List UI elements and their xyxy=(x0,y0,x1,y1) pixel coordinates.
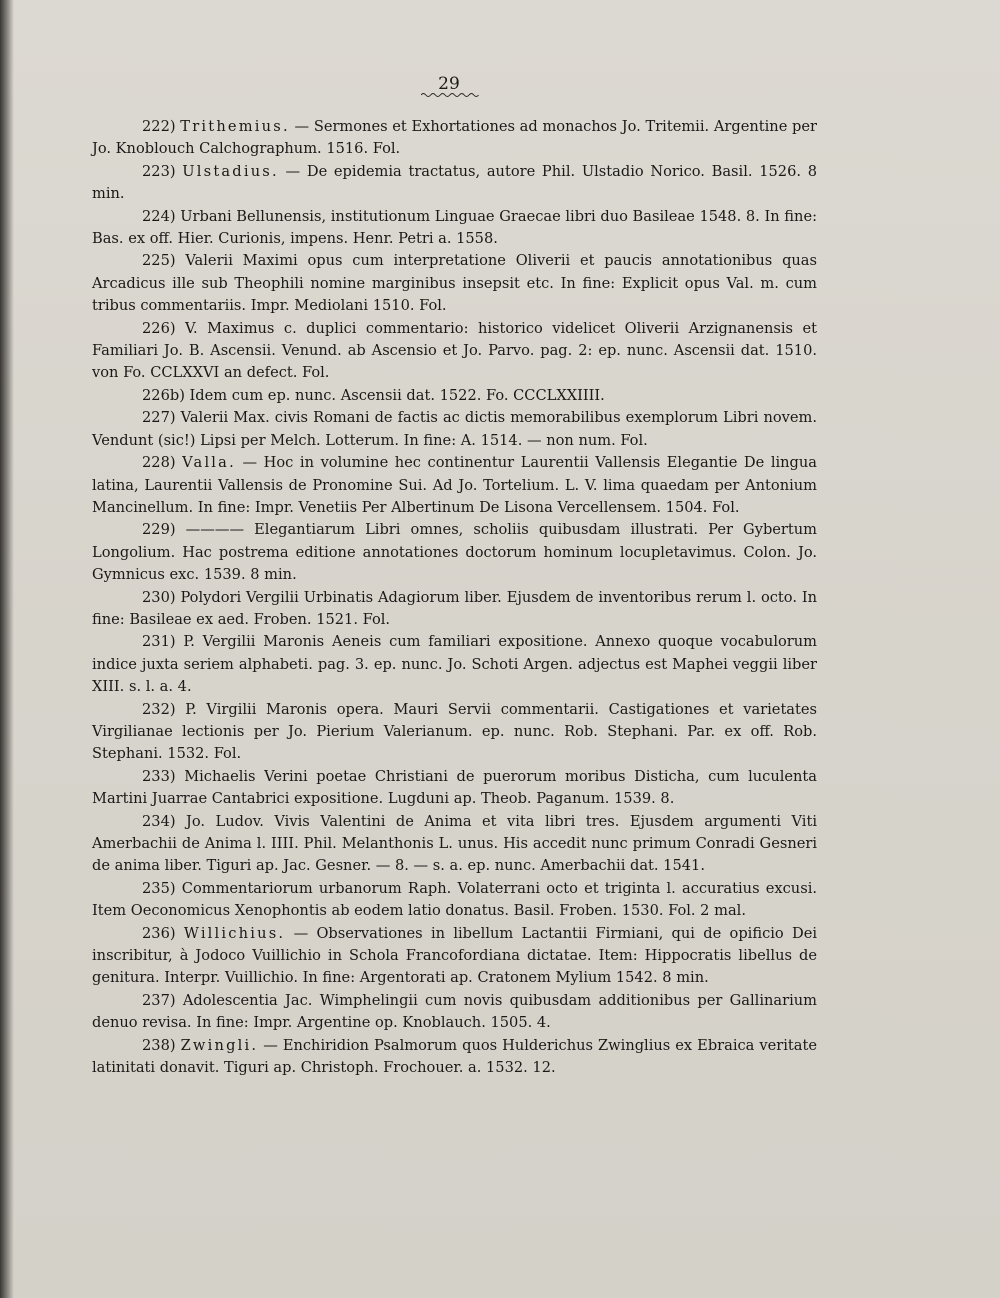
entry-text: — Hoc in volumine hec continentur Laurentii Vallensis Elegantie De lingua latina, Laurentii Vallensis de Pronomine Sui. Ad Jo. Tortelium. L. V. lima quaedam per Antonium Mancinellum. In fine: Impr. Venetiis Per Albertinum De Lisona Vercellensem. 1504. Fol. xyxy=(92,454,817,516)
catalog-entry-236 xyxy=(92,923,817,990)
page-number: 29 xyxy=(438,74,460,94)
entry-number: 235) xyxy=(142,879,176,897)
catalog-entry-226b xyxy=(92,385,817,407)
entry-author: Trithemius. xyxy=(180,118,290,135)
entry-number: 222) xyxy=(142,118,176,135)
entry-text: Idem cum ep. nunc. Ascensii dat. 1522. Fo. CCCLXXIIII. xyxy=(189,386,605,404)
entry-number: 224) xyxy=(142,207,176,225)
entry-text: — De epidemia tractatus, autore Phil. Ulstadio Norico. Basil. 1526. 8 min. xyxy=(92,162,818,203)
entry-number: 238) xyxy=(142,1036,176,1054)
entry-number: 229) xyxy=(142,521,176,539)
entry-text: Adolescentia Jac. Wimphelingii cum novis quibusdam additionibus per Gallinarium denuo revisa. In fine: Impr. Argentine op. Knoblauch. 1505. 4. xyxy=(92,991,817,1032)
entry-text: Commentariorum urbanorum Raph. Volaterrani octo et triginta l. accuratius excusi. Item Oeconomicus Xenophontis ab eodem latio donatus. Basil. Froben. 1530. Fol. 2 mal. xyxy=(92,879,817,920)
page-binding-edge xyxy=(0,0,14,1298)
entry-author: Zwingli. xyxy=(180,1036,259,1054)
entry-number: 236) xyxy=(142,924,176,942)
catalog-entry-238 xyxy=(92,1035,817,1080)
entry-text: — Enchiridion Psalmorum quos Hulderichus Zwinglius ex Ebraica veritate latinitati donavit. Tiguri ap. Christoph. Frochouer. a. 1532. 12. xyxy=(92,1036,817,1077)
entry-number: 230) xyxy=(142,588,176,606)
entry-number: 225) xyxy=(142,252,176,270)
catalog-entry-231 xyxy=(92,631,817,698)
catalog-entry-237 xyxy=(92,990,817,1035)
catalog-entry-222 xyxy=(92,116,817,161)
entry-number: 226) xyxy=(142,319,176,337)
ditto-dash: ———— xyxy=(185,521,245,539)
catalog-entry-227 xyxy=(92,407,817,452)
entry-text: Polydori Vergilii Urbinatis Adagiorum liber. Ejusdem de inventoribus rerum l. octo. In fine: Basileae ex aed. Froben. 1521. Fol. xyxy=(92,588,817,628)
entry-text: V. Maximus c. duplici commentario: historico videlicet Oliverii Arzignanensis et Familiari Jo. B. Ascensii. Venund. ab Ascensio et Jo. Parvo. pag. 2: ep. nunc. Ascensii dat. 1510. von Fo. CCLXXVI an defect. Fol. xyxy=(92,319,817,382)
catalog-entry-228 xyxy=(92,452,817,519)
entry-text: Jo. Ludov. Vivis Valentini de Anima et vita libri tres. Ejusdem argumenti Viti Amerbachii de Anima l. IIII. Phil. Melanthonis L. unus. His accedit nunc primum Conradi Gesneri de anima liber. Tiguri ap. Jac. Gesner. — 8. — s. a. ep. nunc. Amerbachii dat. 1541. xyxy=(92,812,817,875)
catalog-entry-226 xyxy=(92,318,817,385)
entry-author: Valla. xyxy=(182,454,236,472)
catalog-entry-235 xyxy=(92,878,817,923)
entry-text: Valerii Max. civis Romani de factis ac dictis memorabilibus exemplorum Libri novem. Vendunt (sic!) Lipsi per Melch. Lotterum. In fine: A. 1514. — non num. Fol. xyxy=(92,409,818,449)
catalog-entry-225 xyxy=(92,250,817,317)
entry-number: 223) xyxy=(142,162,176,180)
entry-number: 228) xyxy=(142,454,176,472)
catalog-entry-232 xyxy=(92,699,817,766)
catalog-entries xyxy=(92,116,817,1079)
entry-number: 227) xyxy=(142,409,176,427)
entry-text: Elegantiarum Libri omnes, scholiis quibusdam illustrati. Per Gybertum Longolium. Hac postrema editione annotationes doctorum hominum locupletavimus. Colon. Jo. Gymnicus exc. 1539. 8 min. xyxy=(92,521,818,584)
entry-text: Urbani Bellunensis, institutionum Linguae Graecae libri duo Basileae 1548. 8. In fine: Bas. ex off. Hier. Curionis, impens. Henr. Petri a. 1558. xyxy=(92,207,817,248)
entry-number: 226b) xyxy=(142,386,185,404)
catalog-entry-233 xyxy=(92,766,817,811)
catalog-entry-223 xyxy=(92,161,817,206)
entry-number: 233) xyxy=(142,767,176,785)
entry-text: — Observationes in libellum Lactantii Firmiani, qui de opificio Dei inscribitur, à Jodoco Vuillichio in Schola Francofordiana dictatae. Item: Hippocratis libellus de genitura. Interpr. Vuillichio. In fine: Argentorati ap. Cratonem Mylium 1542. 8 min. xyxy=(92,924,818,987)
catalog-entry-224 xyxy=(92,206,817,251)
catalog-entry-229 xyxy=(92,519,817,586)
entry-author: Ulstadius. xyxy=(182,162,279,180)
entry-number: 237) xyxy=(142,991,176,1009)
catalog-entry-230 xyxy=(92,587,817,632)
entry-author: Willichius. xyxy=(183,924,286,942)
entry-text: Michaelis Verini poetae Christiani de puerorum moribus Disticha, cum luculenta Martini Juarrae Cantabrici expositione. Lugduni ap. Theob. Paganum. 1539. 8. xyxy=(92,767,818,808)
entry-text: P. Vergilii Maronis Aeneis cum familiari expositione. Annexo quoque vocabulorum indice juxta seriem alphabeti. pag. 3. ep. nunc. Jo. Schoti Argen. adjectus est Maphei veggii liber XIII. s. l. a. 4. xyxy=(92,633,817,696)
entry-text: P. Virgilii Maronis opera. Mauri Servii commentarii. Castigationes et varietates Virgilianae lectionis per Jo. Pierium Valerianum. ep. nunc. Rob. Stephani. Par. ex off. Rob. Stephani. 1532. Fol. xyxy=(92,700,817,763)
entry-number: 231) xyxy=(142,633,176,651)
entry-text: — Sermones et Exhortationes ad monachos Jo. Tritemii. Argentine per Jo. Knoblouch Calchographum. 1516. Fol. xyxy=(92,118,818,158)
entry-number: 234) xyxy=(142,812,176,830)
catalog-entry-234 xyxy=(92,811,817,878)
entry-number: 232) xyxy=(142,700,176,718)
entry-text: Valerii Maximi opus cum interpretatione Oliverii et paucis annotationibus quas Arcadicus ille sub Theophili nomine marginibus insepsit etc. In fine: Explicit opus Val. m. cum tribus commentariis. Impr. Mediolani 1510. Fol. xyxy=(92,252,817,315)
wavy-underline-ornament xyxy=(421,92,479,98)
